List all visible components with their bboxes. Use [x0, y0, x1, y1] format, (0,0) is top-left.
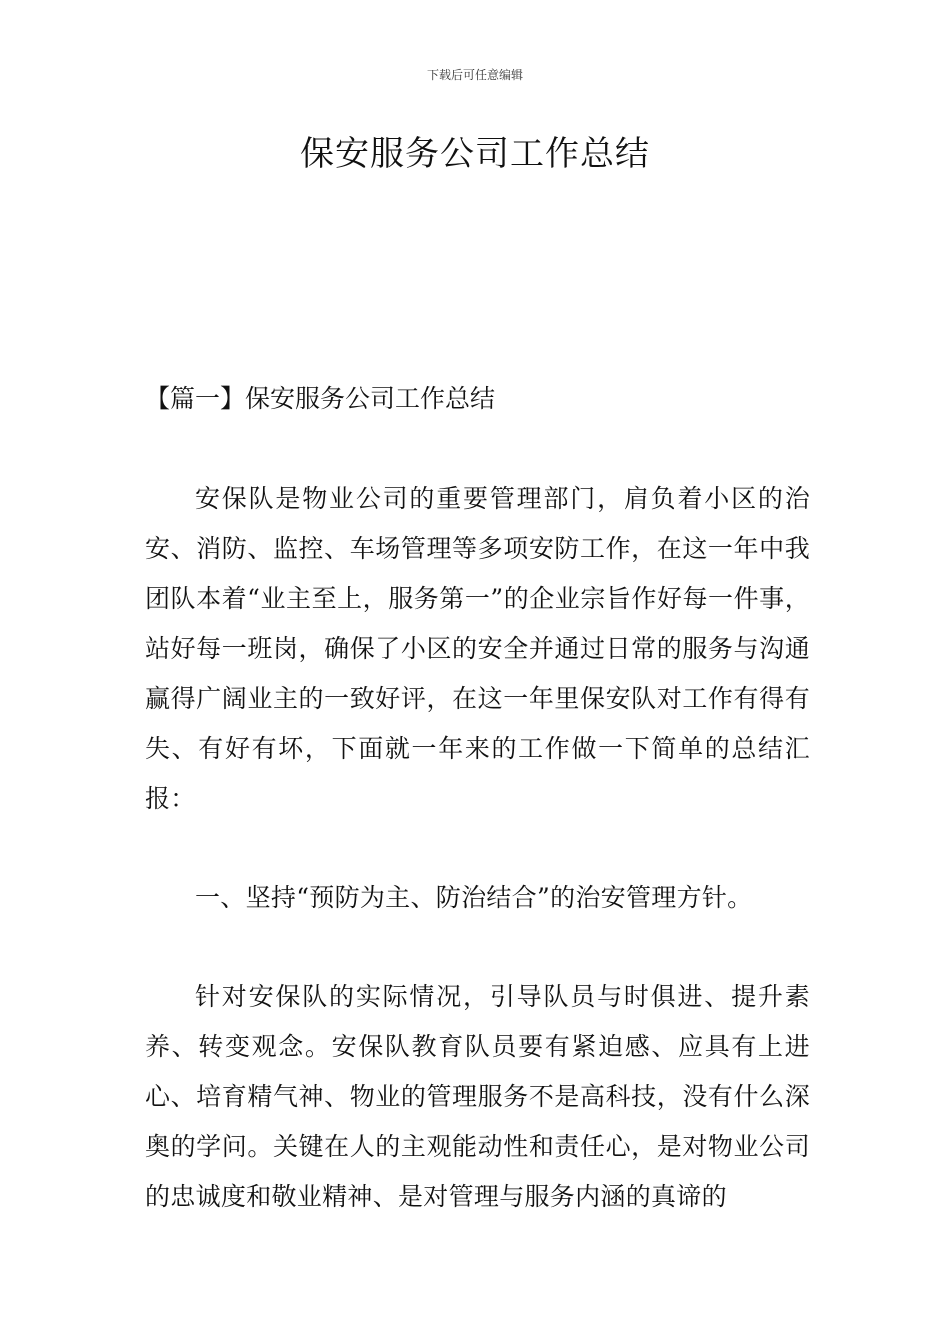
section-heading: 【篇一】保安服务公司工作总结: [145, 384, 496, 413]
paragraph-point-one: 一、坚持“预防为主、防治结合”的治安管理方针。: [195, 883, 753, 912]
paragraph-intro: 安保队是物业公司的重要管理部门，肩负着小区的治安、消防、监控、车场管理等多项安防工作，在这一年中我团队本着“业主至上，服务第一”的企业宗旨作好每一件事，站好每一班岗，确保了小区的安全并通过日常的服务与沟通赢得广阔业主的一致好评，在这一年里保安队对工作有得有失、有好有坏，下面就一年来的工作做一下简单的总结汇报：: [145, 484, 810, 813]
document-title: 保安服务公司工作总结: [300, 134, 650, 174]
paragraph-guidance: 针对安保队的实际情况，引导队员与时俱进、提升素养、转变观念。安保队教育队员要有紧迫感、应具有上进心、培育精气神、物业的管理服务不是高科技，没有什么深奥的学问。关键在人的主观能动性和责任心，是对物业公司的忠诚度和敬业精神、是对管理与服务内涵的真谛的: [145, 982, 810, 1211]
header-note: 下载后可任意编辑: [426, 68, 523, 82]
